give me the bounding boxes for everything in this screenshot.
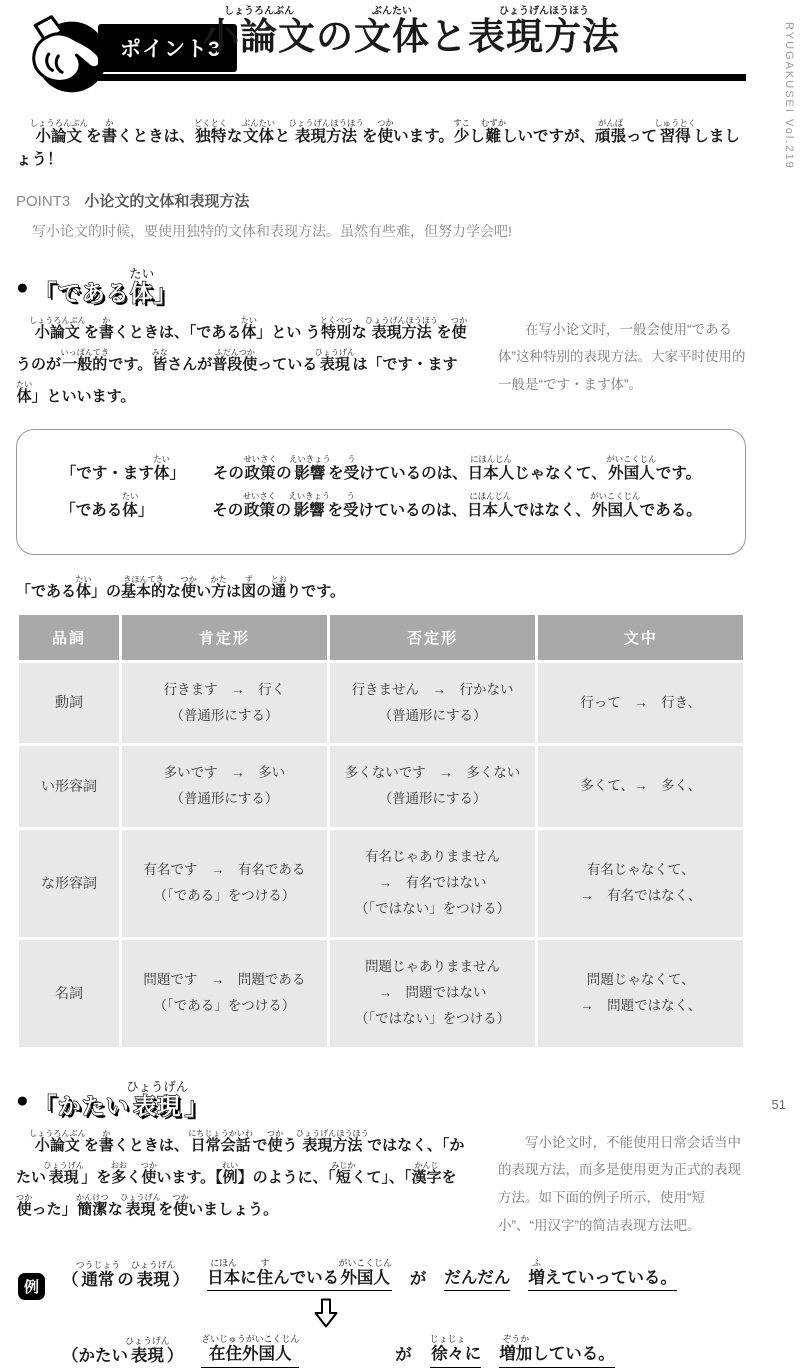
example-normal-line (62, 1259, 746, 1291)
example-underlined-phrase: 日本にほんに住すんでいる外国人がいこくじん (207, 1259, 392, 1291)
part-of-speech-cell: い形容詞 (19, 746, 119, 827)
point3-body-zh: 写小论文的时候，要使用独特的文体和表现方法。虽然有些难，但努力学会吧! (32, 222, 512, 239)
katai-heading-text: 「かたい表現ひょうげん」 (33, 1079, 209, 1119)
conjugation-cell: 有名じゃなくて、 → 有名ではなく、 (538, 830, 743, 937)
conjugation-cell: 多いです → 多い （普通形にする） (122, 746, 327, 827)
part-of-speech-cell: 動詞 (19, 663, 119, 744)
katai-japanese-paragraph: 小論文しょうろんぶんを書かくときは、日常会話にちじょうかいわで使つかう表現方法ひょうげんほうほうではなく、「かたい表現ひょうげん」を多おおく使つかいます。【例れい】のように、「短みじかくて」、「漢字かんじを使つかった」簡潔かんけつな表現ひょうげんを使つかいましょう。 (16, 1128, 465, 1219)
example-style-label: （かたい表現ひょうげん） (62, 1337, 184, 1366)
example-style-label: （通常つうじょうの表現ひょうげん） (62, 1261, 190, 1290)
conjugation-table-body (19, 663, 743, 1047)
volume-label: RYUGAKUSEI Vol.219 (783, 22, 795, 170)
point3-label: POINT3 (16, 192, 71, 210)
header-pos: 品詞 (19, 615, 119, 660)
header-affirmative: 肯定形 (122, 615, 327, 660)
example-block (16, 1259, 746, 1367)
conjugation-cell: 有名です → 有名である （「である」をつける） (122, 830, 327, 937)
bullet-icon: ● (16, 275, 29, 299)
table-row (19, 746, 743, 827)
desu-masu-label: 「です・ます体たい」 (60, 454, 185, 483)
down-arrow-icon (314, 1298, 746, 1328)
header-divider (98, 74, 746, 81)
conjugation-table (16, 612, 746, 1050)
conjugation-cell: 行きません → 行かない （普通形にする） (330, 663, 536, 744)
example-underlined-phrase: だんだん (444, 1266, 510, 1291)
example-underlined-phrase: 増ふえていっている。 (528, 1259, 677, 1291)
conjugation-cell: 行きます → 行く （普通形にする） (122, 663, 327, 744)
part-of-speech-cell: 名詞 (19, 940, 119, 1047)
table-row (19, 830, 743, 937)
table-row (19, 940, 743, 1047)
dearu-sentence: その政策せいさくの影響えいきょうを受うけているのは、日本人にほんじんではなく、外国人がいこくじんである。 (212, 490, 702, 519)
conjugation-cell: 問題じゃありまません → 問題ではない （「ではない」をつける） (330, 940, 536, 1047)
katai-section-body (16, 1129, 746, 1240)
conjugation-cell: 多くて、→ 多く、 (538, 746, 743, 827)
point3-title-zh: 小论文的文体和表现方法 (84, 192, 250, 210)
chinese-summary-heading (16, 190, 746, 211)
dearu-section-body (16, 316, 746, 414)
point-number-badge: ポイント3 (98, 24, 237, 72)
katai-section-heading (16, 1080, 746, 1121)
dearu-label: 「である体たい」 (60, 490, 154, 519)
conjugation-cell: 有名じゃありまません → 有名ではない （「ではない」をつける） (330, 830, 536, 937)
example-badge: 例 (18, 1273, 45, 1300)
table-row (19, 663, 743, 744)
page-header (16, 6, 746, 102)
dearu-heading-text: 「である体たい」 (33, 266, 178, 306)
page-title: 小論文しょうろんぶんの文体ぶんたいと表現方法ひょうげんほうほう (202, 6, 620, 57)
conjugation-table-header (19, 615, 743, 660)
example-underlined-phrase: 徐々じょじょに (430, 1335, 481, 1367)
dearu-example-line (31, 491, 731, 528)
desu-masu-sentence: その政策せいさくの影響えいきょうを受うけているのは、日本人にほんじんじゃなくて、外国人がいこくじんです。 (212, 454, 702, 483)
example-underlined-phrase: 在住外国人ざいじゅうがいこくじん (201, 1335, 299, 1367)
katai-chinese-paragraph: 写小论文时，不能使用日常会话当中的表现方法，而多是使用更为正式的表现方法。如下面的例子所示，使用“短小”、“用汉字”的简洁表现方法吧。 (498, 1134, 741, 1233)
example-particle: が (409, 1269, 427, 1289)
example-particle: が (395, 1345, 412, 1365)
conjugation-cell: 行って → 行き、 (538, 663, 743, 744)
table-intro-sentence: 「である体たい」の基本的きほんてきな使つかい方かたは図ずの通とおりです。 (16, 574, 345, 600)
page-number: 51 (771, 1097, 786, 1112)
chinese-summary-block (16, 190, 746, 241)
header-negative: 否定形 (330, 615, 536, 660)
dearu-japanese-paragraph: 小論文しょうろんぶんを書かくときは、「である体たい」とい う特別とくべつな表現方法ひょうげんほうほうを使つかうのが一般的いっぱんてきです。皆みなさんが普段使ふだんつかっている表現ひょうげんは「です・ます体たい」といいます。 (16, 315, 468, 405)
style-comparison-box (16, 429, 746, 554)
desu-masu-example-line (31, 454, 731, 491)
conjugation-cell: 問題じゃなくて、 → 問題ではなく、 (538, 940, 743, 1047)
example-katai-line (62, 1335, 746, 1367)
conjugation-cell: 多くないです → 多くない （普通形にする） (330, 746, 536, 827)
conjugation-cell: 問題です → 問題である （「である」をつける） (122, 940, 327, 1047)
bullet-icon: ● (16, 1088, 29, 1112)
intro-sentence: 小論文しょうろんぶんを書かくときは、独特どくとくな文体ぶんたいと表現方法ひょうげんほうほうを使つかいます。少すこし難むずかしいですが、頑張がんばって習得しゅうとくしましょう！ (16, 118, 740, 169)
example-underlined-phrase: 増加ぞうかしている。 (499, 1335, 615, 1367)
dearu-section-heading (16, 267, 746, 308)
dearu-chinese-paragraph: 在写小论文时，一般会使用“である体”这种特别的表现方法。大家平时使用的一般是“です・ます体”。 (498, 321, 746, 392)
header-in-sentence: 文中 (538, 615, 743, 660)
part-of-speech-cell: な形容詞 (19, 830, 119, 937)
